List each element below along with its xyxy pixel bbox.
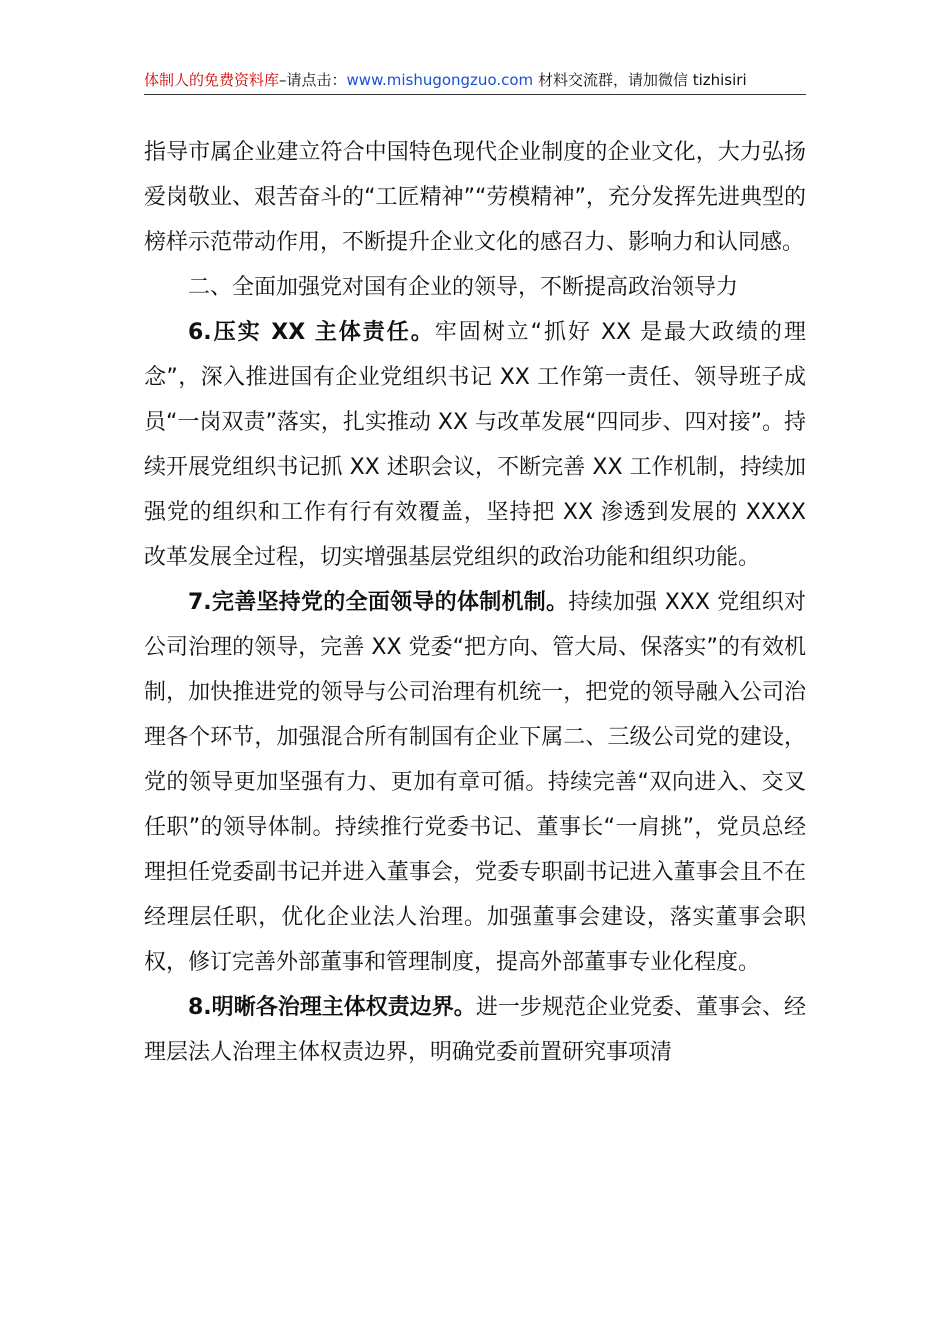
item-7-text: 持续加强 XXX 党组织对公司治理的领导，完善 XX 党委“把方向、管大局、保落实”的有效机制，加快推进党的领导与公司治理有机统一，把党的领导融入公司治理各个环节，加强混合所有制国有企业下属二、三级公司党的建设，党的领导更加坚强有力、更加有章可循。持续完善“双向进入、交叉任职”的领导体制。持续推行党委书记、董事长“一肩挑”，党员总经理担任党委副书记并进入董事会，党委专职副书记进入董事会且不在经理层任职，优化企业法人治理。加强董事会建设，落实董事会职权，修订完善外部董事和管理制度，提高外部董事专业化程度。 [144,590,806,975]
item-8-heading: 8.明晰各治理主体权责边界。 [188,995,476,1020]
item-6-text: 牢固树立“抓好 XX 是最大政绩的理念”，深入推进国有企业党组织书记 XX 工作第一责任、领导班子成员“一岗双责”落实，扎实推动 XX 与改革发展“四同步、四对接”。持续开展党组织书记抓 XX 述职会议，不断完善 XX 工作机制，持续加强党的组织和工作有行有效覆盖，坚持把 XX 渗透到发展的 XXXX 改革发展全过程，切实增强基层党组织的政治功能和组织功能。 [144,320,806,570]
paragraph-text: 指导市属企业建立符合中国特色现代企业制度的企业文化，大力弘扬爱岗敬业、艰苦奋斗的“工匠精神”“劳模精神”，充分发挥先进典型的榜样示范带动作用，不断提升企业文化的感召力、影响力和认同感。 [144,140,806,255]
header-brand: 体制人的免费资料库 [144,71,280,89]
item-7-heading: 7.完善坚持党的全面领导的体制机制。 [188,590,569,615]
paragraph-item-7 [144,580,806,985]
document-header [144,66,806,95]
header-website-link[interactable]: www.mishugongzuo.com [346,71,534,89]
header-contact: 材料交流群，请加微信 tizhisiri [533,71,747,89]
item-6-heading: 6.压实 XX 主体责任。 [188,320,435,345]
item-8-text: 进一步规范企业党委、董事会、经理层法人治理主体权责边界，明确党委前置研究事项清 [144,995,806,1065]
paragraph-item-6 [144,310,806,580]
document-body [144,130,806,1075]
header-prompt: –请点击： [279,71,347,89]
paragraph-item-8 [144,985,806,1075]
section-heading-2 [144,265,806,310]
section-heading-text: 二、全面加强党对国有企业的领导，不断提高政治领导力 [188,275,739,300]
paragraph-culture [144,130,806,265]
